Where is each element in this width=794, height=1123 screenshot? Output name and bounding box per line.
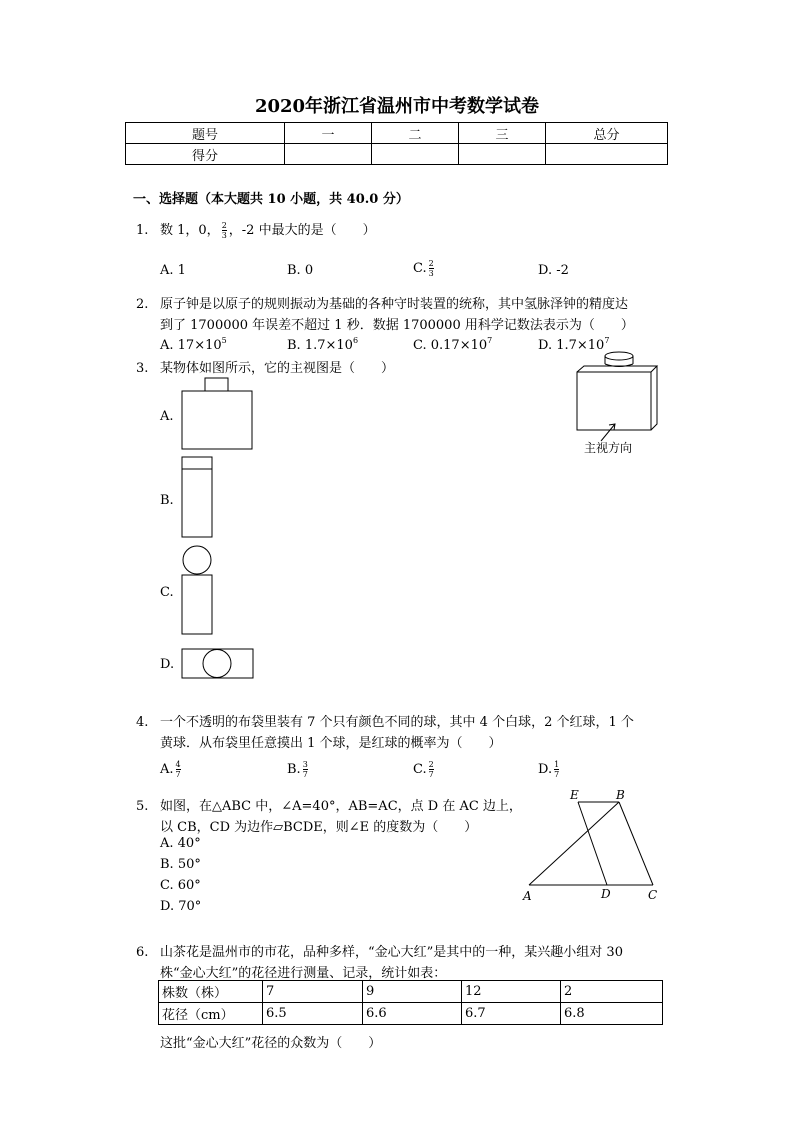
option-c xyxy=(413,336,492,353)
option-text: B. 1.7×10 xyxy=(287,338,353,353)
table-cell: 6.6 xyxy=(363,1003,462,1025)
option-a: A. xyxy=(160,409,174,424)
option-d: D. -2 xyxy=(538,263,569,278)
question-text xyxy=(160,219,376,240)
table-cell: 得分 xyxy=(126,144,285,165)
table-cell: 9 xyxy=(363,981,462,1003)
score-table xyxy=(125,122,668,165)
question-text-part: ，-2 中最大的是（ ） xyxy=(228,223,376,238)
question-text: 株“金心大红”的花径进行测量、记录，统计如表： xyxy=(160,966,447,981)
question-text: 到了 1700000 年误差不超过 1 秒．数据 1700000 用科学记数法表示为（ ） xyxy=(160,318,634,333)
option-label: A. xyxy=(160,762,174,777)
table-cell: 6.8 xyxy=(561,1003,663,1025)
table-cell xyxy=(372,144,459,165)
question-text: 一个不透明的布袋里装有 7 个只有颜色不同的球，其中 4 个白球，2 个红球，1 个 xyxy=(160,715,634,730)
table-cell xyxy=(459,144,546,165)
option-label: C. xyxy=(413,261,427,276)
question-number: 2. xyxy=(136,297,149,312)
option-a-figure xyxy=(181,377,256,452)
fraction xyxy=(176,760,181,779)
table-cell: 题号 xyxy=(126,123,285,144)
data-table xyxy=(158,980,663,1025)
point-label-d: D xyxy=(601,887,611,901)
fraction-denominator: 7 xyxy=(302,770,308,779)
question-text: 如图，在△ABC 中，∠A=40°，AB=AC，点 D 在 AC 边上， xyxy=(160,799,522,814)
fraction-denominator: 7 xyxy=(554,770,560,779)
option-c: C. 60° xyxy=(160,878,201,893)
fraction xyxy=(222,221,227,240)
table-cell: 12 xyxy=(462,981,561,1003)
option-c xyxy=(413,760,436,779)
option-label: B. xyxy=(287,762,301,777)
section-heading: 一、选择题（本大题共 10 小题，共 40.0 分） xyxy=(133,192,409,207)
table-cell xyxy=(546,144,668,165)
option-b xyxy=(287,760,310,779)
table-cell: 二 xyxy=(372,123,459,144)
fraction-numerator: 3 xyxy=(302,760,308,769)
figure-label: 主视方向 xyxy=(584,441,633,455)
option-c: C. xyxy=(160,585,174,600)
table-cell: 花径（cm） xyxy=(159,1003,263,1025)
point-label-b: B xyxy=(616,788,625,802)
point-label-c: C xyxy=(648,888,658,902)
table-row xyxy=(126,144,668,165)
option-c xyxy=(413,259,436,278)
option-a: A. 40° xyxy=(160,836,201,851)
option-a xyxy=(160,760,183,779)
option-label: D. xyxy=(538,762,553,777)
question-text: 山茶花是温州市的市花，品种多样，“金心大红”是其中的一种，某兴趣小组对 30 xyxy=(160,945,623,960)
point-label-e: E xyxy=(570,788,579,802)
fraction-numerator: 1 xyxy=(554,760,560,769)
table-cell: 6.5 xyxy=(263,1003,363,1025)
table-row xyxy=(159,981,663,1003)
table-cell: 株数（株） xyxy=(159,981,263,1003)
option-a xyxy=(160,336,227,353)
table-cell: 2 xyxy=(561,981,663,1003)
question-number: 4. xyxy=(136,715,149,730)
table-cell: 三 xyxy=(459,123,546,144)
fraction-numerator: 2 xyxy=(428,259,434,268)
option-b: B. 0 xyxy=(287,263,314,278)
option-b xyxy=(287,336,358,353)
point-label-a: A xyxy=(523,889,532,903)
question-number: 6. xyxy=(136,945,149,960)
question-number: 5. xyxy=(136,799,149,814)
exponent: 5 xyxy=(221,336,227,345)
fraction-denominator: 3 xyxy=(428,269,434,278)
table-cell: 7 xyxy=(263,981,363,1003)
fraction xyxy=(554,760,559,779)
question-text: 原子钟是以原子的规则振动为基础的各种守时装置的统称，其中氢脉泽钟的精度达 xyxy=(160,297,629,312)
fraction-numerator: 2 xyxy=(428,760,434,769)
table-cell: 6.7 xyxy=(462,1003,561,1025)
fraction-denominator: 7 xyxy=(175,770,181,779)
question-text: 某物体如图所示，它的主视图是（ ） xyxy=(160,361,395,376)
fraction xyxy=(429,760,434,779)
option-a: A. 1 xyxy=(160,263,186,278)
option-d: D. xyxy=(160,657,175,672)
table-row xyxy=(159,1003,663,1025)
exponent: 7 xyxy=(604,336,610,345)
parallelogram-figure xyxy=(520,786,665,906)
option-text: D. 1.7×10 xyxy=(538,338,605,353)
question-text: 这批“金心大红”花径的众数为（ ） xyxy=(160,1036,382,1051)
question-number: 1. xyxy=(136,223,149,238)
option-label: C. xyxy=(413,762,427,777)
table-row xyxy=(126,123,668,144)
fraction xyxy=(303,760,308,779)
table-cell xyxy=(285,144,372,165)
option-b: B. 50° xyxy=(160,857,201,872)
option-b-figure xyxy=(181,456,215,540)
exponent: 6 xyxy=(352,336,359,345)
question-text: 以 CB，CD 为边作▱BCDE，则∠E 的度数为（ ） xyxy=(160,820,478,835)
page-title: 2020年浙江省温州市中考数学试卷 xyxy=(254,96,540,117)
table-cell: 总分 xyxy=(546,123,668,144)
option-text: A. 17×10 xyxy=(160,338,222,353)
option-b: B. xyxy=(160,493,174,508)
option-c-figure xyxy=(181,545,215,637)
option-d xyxy=(538,760,561,779)
question-text: 黄球．从布袋里任意摸出 1 个球，是红球的概率为（ ） xyxy=(160,736,502,751)
question-text-part: 数 1，0， xyxy=(160,223,220,238)
fraction-denominator: 3 xyxy=(221,231,227,240)
table-cell: 一 xyxy=(285,123,372,144)
fraction-numerator: 2 xyxy=(221,221,227,230)
question-number: 3. xyxy=(136,361,149,376)
fraction-numerator: 4 xyxy=(175,760,181,769)
fraction-denominator: 7 xyxy=(428,770,434,779)
option-text: C. 0.17×10 xyxy=(413,338,488,353)
exponent: 7 xyxy=(487,336,493,345)
option-d: D. 70° xyxy=(160,899,202,914)
fraction xyxy=(429,259,434,278)
option-d-figure xyxy=(181,648,256,681)
